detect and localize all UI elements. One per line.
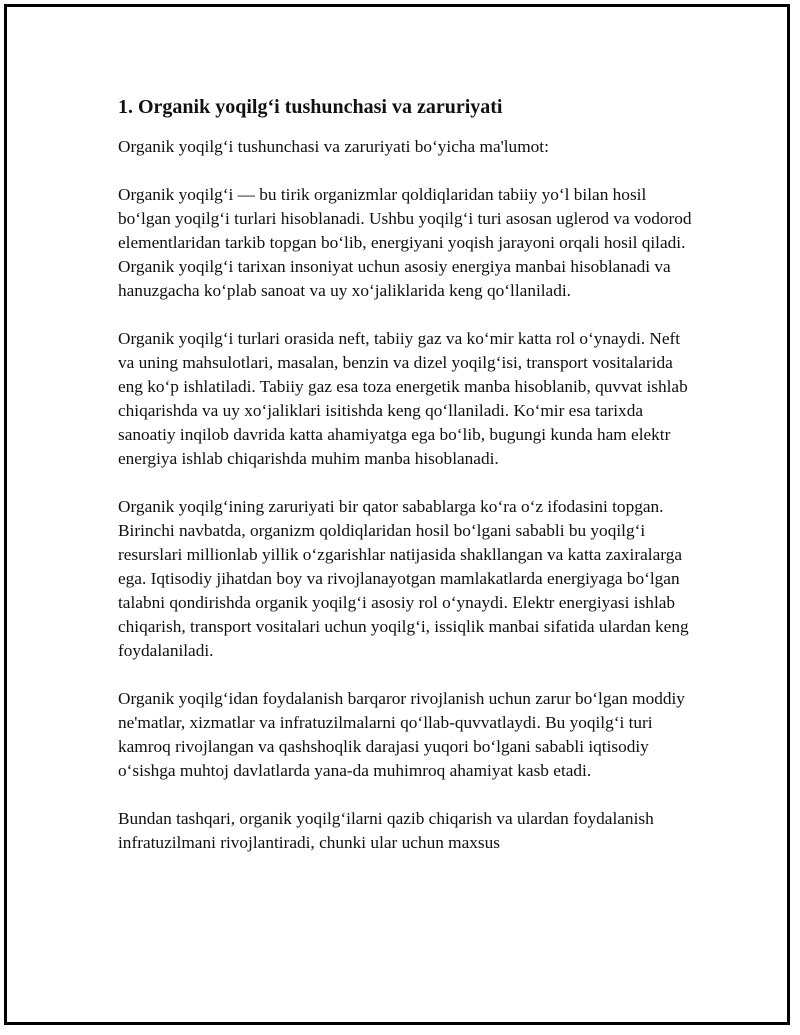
document-body: [118, 93, 698, 879]
paragraph-definition: Organik yoqilg‘i — bu tirik organizmlar qoldiqlaridan tabiiy yo‘l bilan hosil bo‘lgan yoqilg‘i turlari hisoblanadi. Ushbu yoqilg‘i turi asosan uglerod va vodorod elementlaridan tarkib topgan bo‘lib, energiyani yoqish jarayoni orqali hosil qiladi. Organik yoqilg‘i tarixan insoniyat uchun asosiy energiya manbai hisoblanadi va hanuzgacha ko‘plab sanoat va uy xo‘jaliklarida keng qo‘llaniladi.: [118, 185, 692, 300]
intro-paragraph: Organik yoqilg‘i tushunchasi va zaruriyati bo‘yicha ma'lumot:: [118, 137, 549, 156]
paragraph-sustainability: Organik yoqilg‘idan foydalanish barqaror rivojlanish uchun zarur bo‘lgan moddiy ne'matlar, xizmatlar va infratuzilmalarni qo‘llab-quvvatlaydi. Bu yoqilg‘i turi kamroq rivojlangan va qashshoqlik darajasi yuqori bo‘lgani sababli iqtisodiy o‘sishga muhtoj davlatlarda yana-da muhimroq ahamiyat kasb etadi.: [118, 689, 685, 780]
section-heading: 1. Organik yoqilg‘i tushunchasi va zaruriyati: [118, 96, 503, 118]
paragraph-necessity: Organik yoqilg‘ining zaruriyati bir qator sabablarga ko‘ra o‘z ifodasini topgan. Birinchi navbatda, organizm qoldiqlaridan hosil bo‘lgani sababli bu yoqilg‘i resurslari millionlab yillik o‘zgarishlar natijasida shakllangan va katta zaxiralarga ega. Iqtisodiy jihatdan boy va rivojlanayotgan mamlakatlarda energiyaga bo‘lgan talabni qondirishda organik yoqilg‘i asosiy rol o‘ynaydi. Elektr energiyasi ishlab chiqarish, transport vositalari uchun yoqilg‘i, issiqlik manbai sifatida ulardan keng foydalaniladi.: [118, 497, 689, 660]
paragraph-types: Organik yoqilg‘i turlari orasida neft, tabiiy gaz va ko‘mir katta rol o‘ynaydi. Neft va uning mahsulotlari, masalan, benzin va dizel yoqilg‘isi, transport vositalarida eng ko‘p ishlatiladi. Tabiiy gaz esa toza energetik manba hisoblanib, quvvat ishlab chiqarishda va uy xo‘jaliklari isitishda keng qo‘llaniladi. Ko‘mir esa tarixda sanoatiy inqilob davrida katta ahamiyatga ega bo‘lib, bugungi kunda ham elektr energiya ishlab chiqarishda muhim manba hisoblanadi.: [118, 329, 688, 468]
paragraph-infrastructure: Bundan tashqari, organik yoqilg‘ilarni qazib chiqarish va ulardan foydalanish infratuzilmani rivojlantiradi, chunki ular uchun maxsus: [118, 809, 654, 852]
